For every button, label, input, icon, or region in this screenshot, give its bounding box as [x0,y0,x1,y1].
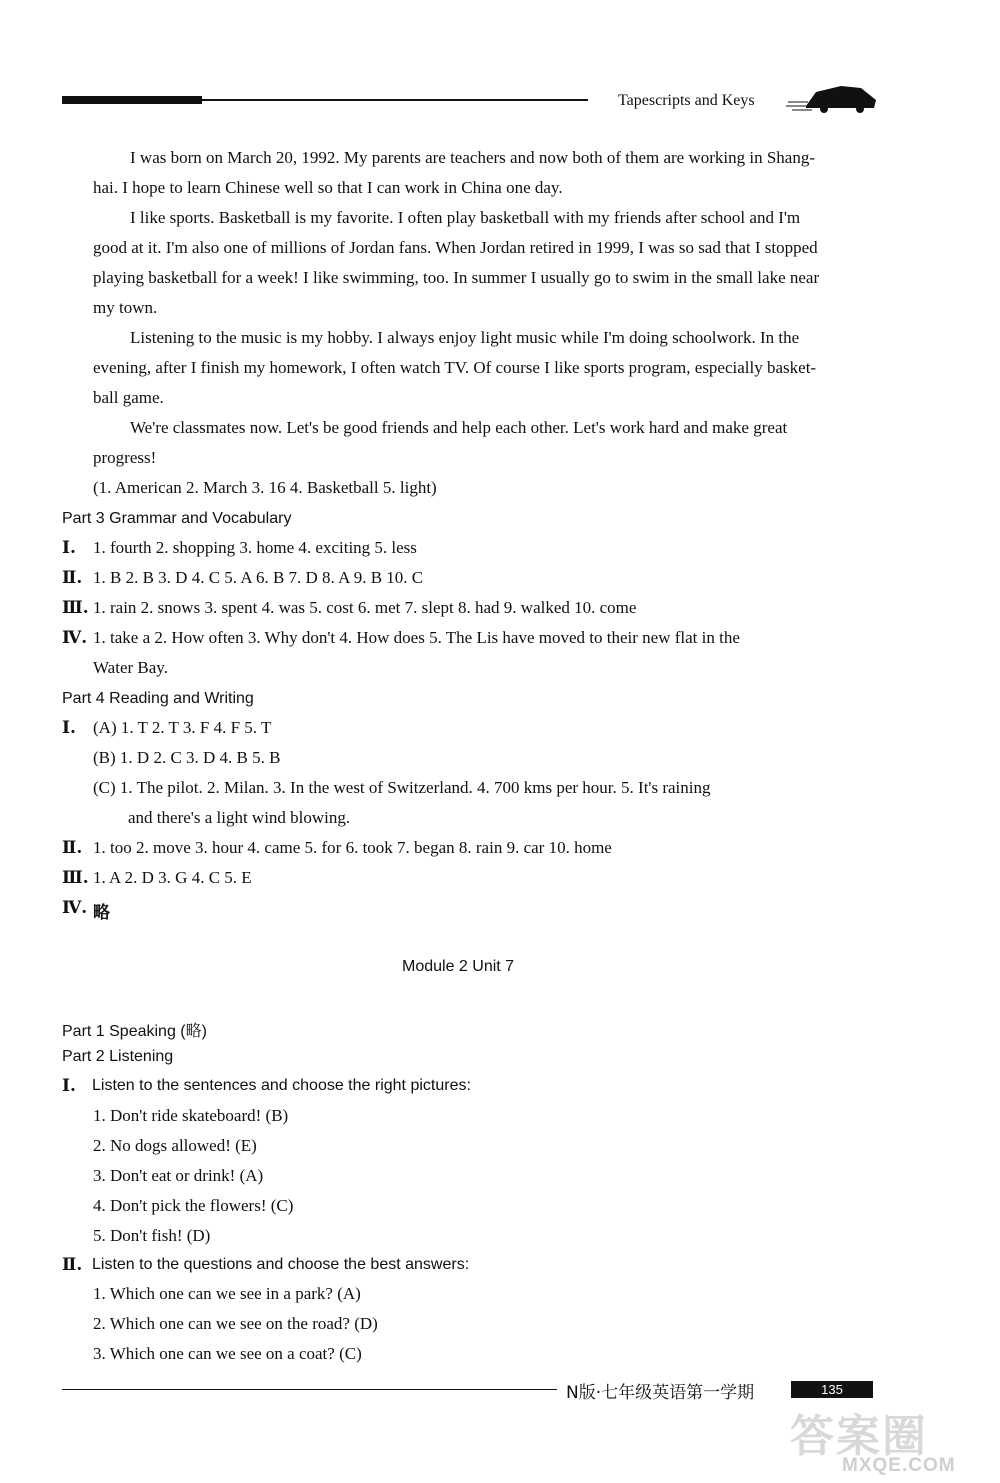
answer-line: (1. American 2. March 3. 16 4. Basketball 5. light) [93,478,437,497]
answer-line: 略 [93,903,110,923]
roman-numeral: Ⅳ. [62,898,88,918]
roman-numeral: Ⅲ. [62,598,89,618]
section-heading: Part 4 Reading and Writing [62,690,254,707]
section-heading: Part 1 Speaking (略) [62,1023,207,1040]
list-item: 3. Which one can we see on a coat? (C) [93,1344,362,1363]
question-heading: Listen to the sentences and choose the right pictures: [92,1077,471,1094]
list-item: 2. No dogs allowed! (E) [93,1136,257,1155]
footer-book-title: N版·七年级英语第一学期 [566,1383,755,1403]
header-rule-thick [62,96,202,104]
answer-line: 1. rain 2. snows 3. spent 4. was 5. cost 6. met 7. slept 8. had 9. walked 10. come [93,598,637,617]
list-item: 1. Which one can we see in a park? (A) [93,1284,361,1303]
section-heading: Part 2 Listening [62,1048,174,1065]
list-item: 2. Which one can we see on the road? (D) [93,1314,378,1333]
watermark: 答案圈 [790,1411,928,1462]
answer-line: (A) 1. T 2. T 3. F 4. F 5. T [93,718,272,737]
section-heading: Part 3 Grammar and Vocabulary [62,510,292,527]
text-line: ball game. [93,388,164,407]
answer-line: 1. too 2. move 3. hour 4. came 5. for 6. took 7. began 8. rain 9. car 10. home [93,838,612,857]
text-line: progress! [93,448,157,467]
question-heading: Listen to the questions and choose the best answers: [92,1256,470,1273]
roman-numeral: Ⅳ. [62,628,88,648]
roman-numeral: Ⅰ. [62,538,76,558]
module-title: Module 2 Unit 7 [402,958,515,975]
answer-line: and there's a light wind blowing. [128,808,351,827]
text-line: my town. [93,298,158,317]
answer-line: (B) 1. D 2. C 3. D 4. B 5. B [93,748,281,767]
watermark-url: MXQE.COM [842,1455,956,1476]
answer-line: (C) 1. The pilot. 2. Milan. 3. In the west of Switzerland. 4. 700 kms per hour. 5. It's raining [93,778,711,797]
roman-numeral: Ⅲ. [62,868,89,888]
header-rule-thin [200,99,588,101]
roman-numeral: Ⅱ. [62,838,83,858]
text-line: I was born on March 20, 1992. My parents are teachers and now both of them are working in Shang- [130,148,816,167]
text-line: I like sports. Basketball is my favorite. I often play basketball with my friends after school and I'm [130,208,801,227]
footer-rule [62,1389,557,1390]
text-line: evening, after I finish my homework, I often watch TV. Of course I like sports program, especially basket- [93,358,817,377]
answer-line: 1. take a 2. How often 3. Why don't 4. How does 5. The Lis have moved to their new flat in the [93,628,740,647]
car-logo-icon [786,78,881,118]
text-line: Listening to the music is my hobby. I always enjoy light music while I'm doing schoolwork. In the [130,328,800,347]
list-item: 1. Don't ride skateboard! (B) [93,1106,289,1125]
list-item: 4. Don't pick the flowers! (C) [93,1196,294,1215]
roman-numeral: Ⅰ. [62,1076,76,1096]
roman-numeral: Ⅱ. [62,1255,83,1275]
page-number: 135 [791,1381,873,1398]
list-item: 5. Don't fish! (D) [93,1226,211,1245]
text-line: We're classmates now. Let's be good friends and help each other. Let's work hard and make great [130,418,788,437]
roman-numeral: Ⅰ. [62,718,76,738]
answer-line: 1. B 2. B 3. D 4. C 5. A 6. B 7. D 8. A 9. B 10. C [93,568,424,587]
text-line: playing basketball for a week! I like swimming, too. In summer I usually go to swim in the small lake near [93,268,820,287]
roman-numeral: Ⅱ. [62,568,83,588]
list-item: 3. Don't eat or drink! (A) [93,1166,264,1185]
text-line: hai. I hope to learn Chinese well so that I can work in China one day. [93,178,563,197]
header-title: Tapescripts and Keys [618,92,755,109]
text-line: good at it. I'm also one of millions of Jordan fans. When Jordan retired in 1999, I was so sad that I stopped [93,238,818,257]
answer-line: 1. fourth 2. shopping 3. home 4. exciting 5. less [93,538,417,557]
answer-line: 1. A 2. D 3. G 4. C 5. E [93,868,252,887]
answer-line: Water Bay. [93,658,168,677]
